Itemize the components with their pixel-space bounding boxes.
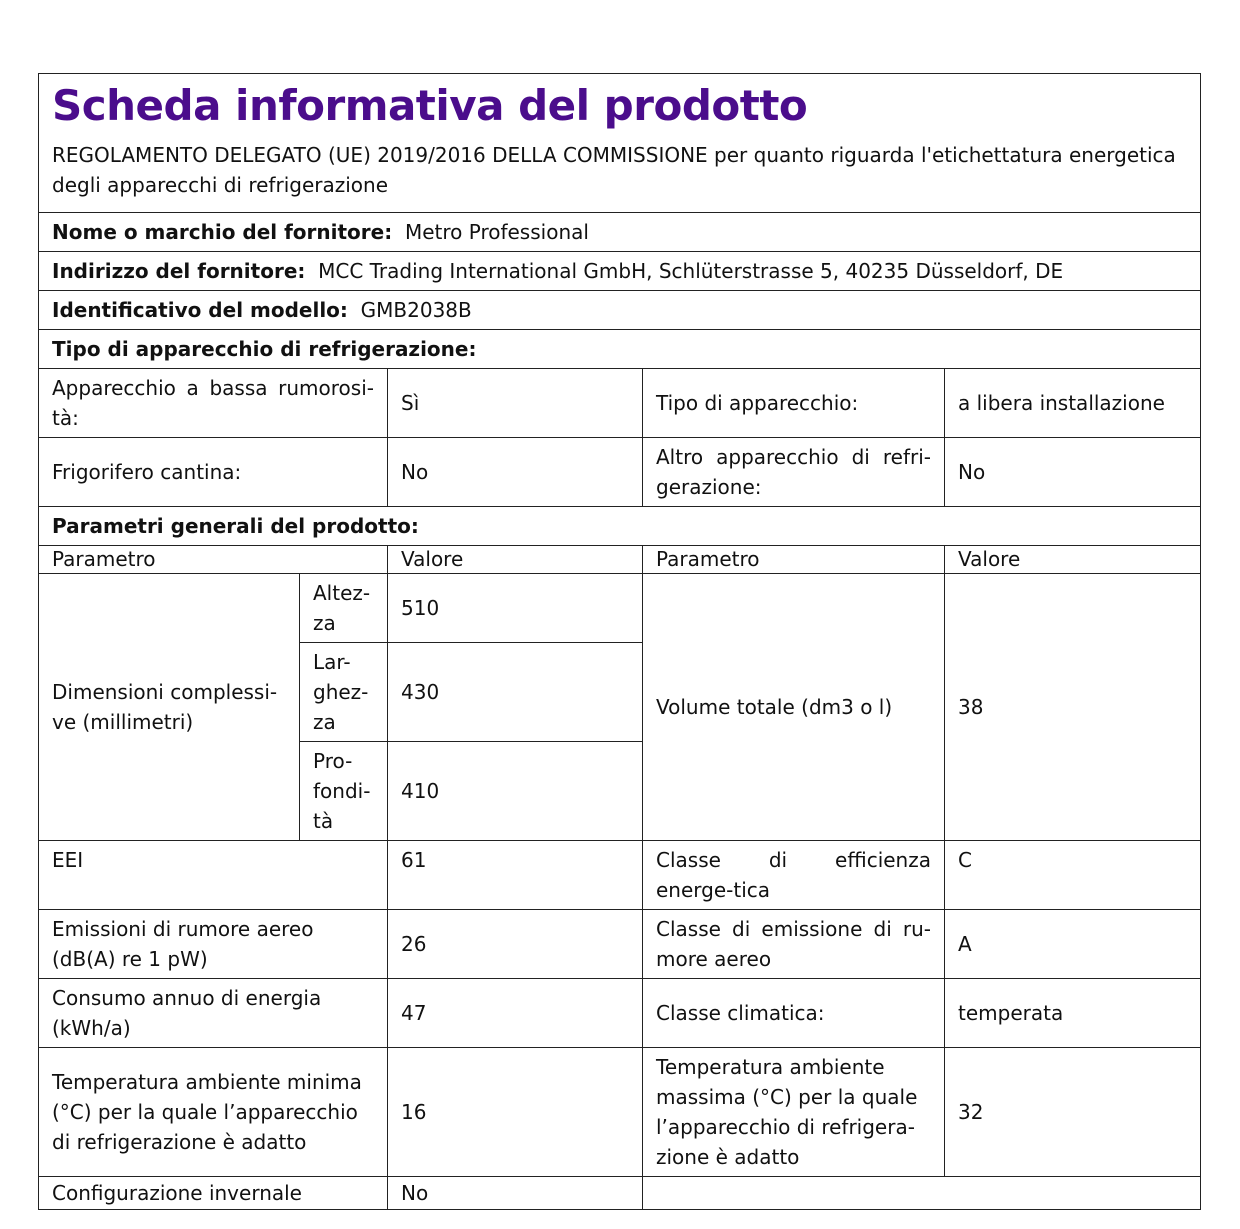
climate-class-value: temperata (945, 979, 1201, 1048)
column-header-value-2: Valore (945, 546, 1201, 574)
general-params-heading: Parametri generali del prodotto: (39, 507, 1201, 546)
regulation-line-2: degli apparecchi di refrigerazione (52, 173, 389, 197)
product-information-sheet (38, 73, 1200, 1210)
supplier-name-row (39, 213, 1201, 252)
min-temperature-label: Temperatura ambiente minima (°C) per la quale l’apparecchio di refrigerazione è adatto (39, 1048, 388, 1177)
noise-emissions-value: 26 (388, 910, 643, 979)
width-value: 430 (388, 643, 643, 742)
column-header-value-1: Valore (388, 546, 643, 574)
column-header-parameter-2: Parametro (643, 546, 945, 574)
regulation-text (52, 140, 1187, 200)
wine-storage-value: No (388, 438, 643, 507)
max-temperature-label: Temperatura ambiente massima (°C) per la quale l’apparecchio di refrigera-zione è adatto (643, 1048, 945, 1177)
height-label: Altez-za (300, 574, 388, 643)
model-identifier-value: GMB2038B (360, 298, 472, 322)
noise-class-value: A (945, 910, 1201, 979)
model-identifier-label: Identificativo del modello: (52, 298, 348, 322)
other-appliance-value: No (945, 438, 1201, 507)
depth-value: 410 (388, 742, 643, 841)
noise-emissions-label: Emissioni di rumore aereo (dB(A) re 1 pW) (39, 910, 388, 979)
width-label: Lar-ghez-za (300, 643, 388, 742)
supplier-address-row (39, 252, 1201, 291)
eei-value: 61 (388, 841, 643, 910)
product-sheet-table (38, 73, 1201, 1210)
energy-consumption-value: 47 (388, 979, 643, 1048)
volume-value: 38 (945, 574, 1201, 841)
dimensions-label: Dimensioni complessi-ve (millimetri) (39, 574, 300, 841)
supplier-address-label: Indirizzo del fornitore: (52, 259, 306, 283)
column-header-parameter-1: Parametro (39, 546, 388, 574)
energy-consumption-label: Consumo annuo di energia (kWh/a) (39, 979, 388, 1048)
other-appliance-label: Altro apparecchio di refri-gerazione: (643, 438, 945, 507)
efficiency-class-value: C (945, 841, 1201, 910)
appliance-type-label: Tipo di apparecchio: (643, 369, 945, 438)
eei-label: EEI (39, 841, 388, 910)
winter-setting-value: No (388, 1177, 643, 1210)
supplier-name-value: Metro Professional (404, 220, 589, 244)
winter-setting-label: Configurazione invernale (39, 1177, 388, 1210)
supplier-address-value: MCC Trading International GmbH, Schlüterstrasse 5, 40235 Düsseldorf, DE (318, 259, 1064, 283)
page-title: Scheda informativa del prodotto (52, 81, 808, 130)
wine-storage-label: Frigorifero cantina: (39, 438, 388, 507)
appliance-type-value: a libera installazione (945, 369, 1201, 438)
noise-class-label: Classe di emissione di ru-more aereo (643, 910, 945, 979)
max-temperature-value: 32 (945, 1048, 1201, 1177)
header-cell (39, 74, 1201, 213)
model-identifier-row (39, 291, 1201, 330)
height-value: 510 (388, 574, 643, 643)
min-temperature-value: 16 (388, 1048, 643, 1177)
appliance-type-heading: Tipo di apparecchio di refrigerazione: (39, 330, 1201, 369)
climate-class-label: Classe climatica: (643, 979, 945, 1048)
efficiency-class-label: Classe di efficienza energe-tica (643, 841, 945, 910)
regulation-line-1: REGOLAMENTO DELEGATO (UE) 2019/2016 DELLA COMMISSIONE per quanto riguarda l'etichettatura energetica (52, 143, 1176, 167)
volume-label: Volume totale (dm3 o l) (643, 574, 945, 841)
empty-cell (643, 1177, 1201, 1210)
depth-label: Pro-fondi-tà (300, 742, 388, 841)
low-noise-label: Apparecchio a bassa rumorosi-tà: (39, 369, 388, 438)
low-noise-value: Sì (388, 369, 643, 438)
supplier-name-label: Nome o marchio del fornitore: (52, 220, 393, 244)
